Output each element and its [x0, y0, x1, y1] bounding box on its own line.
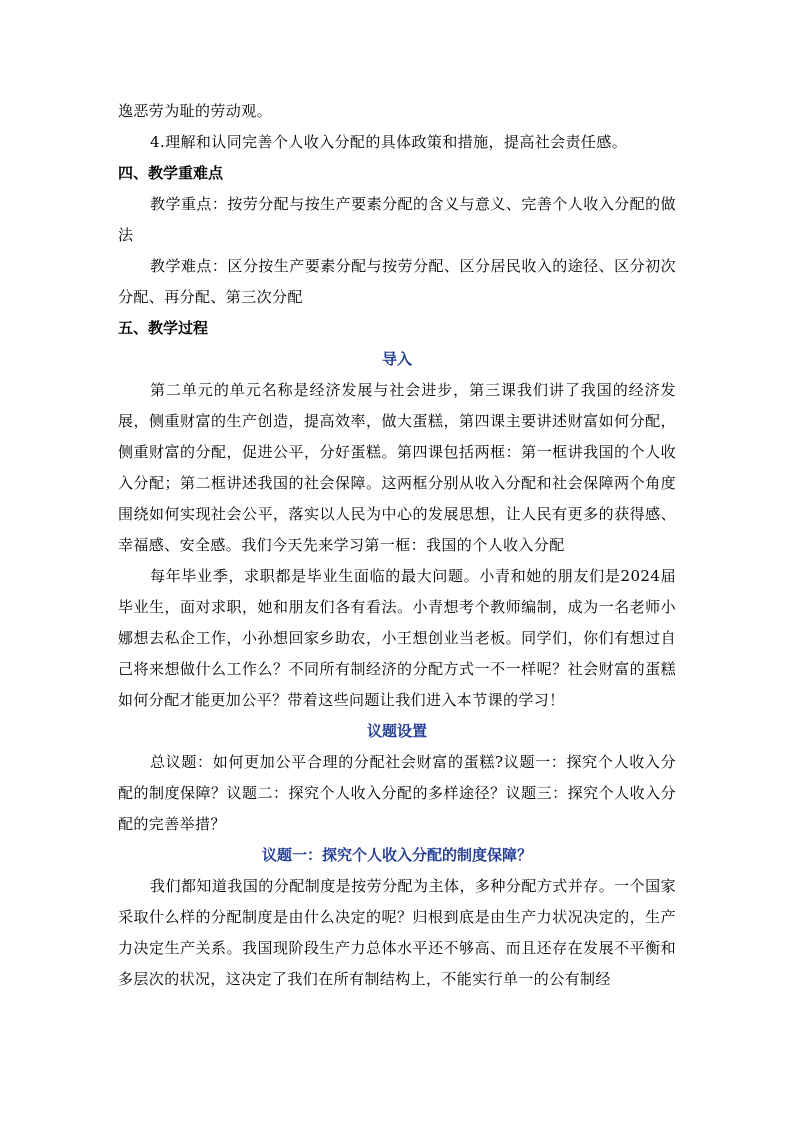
teaching-key-points: 教学重点：按劳分配与按生产要素分配的含义与意义、完善个人收入分配的做法 — [118, 195, 676, 244]
document-page — [118, 96, 676, 995]
topic-1-paragraph: 我们都知道我国的分配制度是按劳分配为主体，多种分配方式并存。一个国家采取什么样的分配制度是由什么决定的呢？归根到底是由生产力状况决定的，生产力决定生产关系。我国现阶段生产力总体水平还不够高、而且还存在发展不平衡和多层次的状况，这决定了我们在所有制结构上，不能实行单一的公有制经 — [118, 877, 676, 988]
continued-paragraph: 逸恶劳为耻的劳动观。 — [118, 102, 273, 120]
subtitle-topic-1: 议题一：探究个人收入分配的制度保障？ — [261, 846, 532, 864]
subtitle-topic-setup: 议题设置 — [366, 722, 427, 740]
objective-4: 4.理解和认同完善个人收入分配的具体政策和措施，提高社会责任感。 — [150, 133, 628, 151]
teaching-difficult-points: 教学难点：区分按生产要素分配与按劳分配、区分居民收入的途径、区分初次分配、再分配、第三次分配 — [118, 257, 676, 306]
subtitle-intro: 导入 — [381, 350, 412, 368]
topics-paragraph: 总议题：如何更加公平合理的分配社会财富的蛋糕?议题一：探究个人收入分配的制度保障？议题二：探究个人收入分配的多样途径？议题三：探究个人收入分配的完善举措？ — [118, 753, 676, 833]
intro-paragraph-1: 第二单元的单元名称是经济发展与社会进步，第三课我们讲了我国的经济发展，侧重财富的生产创造，提高效率，做大蛋糕，第四课主要讲述财富如何分配，侧重财富的分配，促进公平，分好蛋糕。第四课包括两框：第一框讲我国的个人收入分配；第二框讲述我国的社会保障。这两框分别从收入分配和社会保障两个角度围绕如何实现社会公平，落实以人民为中心的发展思想，让人民有更多的获得感、幸福感、安全感。我们今天先来学习第一框：我国的个人收入分配 — [118, 381, 676, 554]
section-heading-process: 五、教学过程 — [118, 319, 209, 337]
section-heading-key-difficult: 四、教学重难点 — [118, 164, 224, 182]
intro-paragraph-2: 每年毕业季，求职都是毕业生面临的最大问题。小青和她的朋友们是2024届毕业生，面对求职，她和朋友们各有看法。小青想考个教师编制，成为一名老师小娜想去私企工作，小孙想回家乡助农，小王想创业当老板。同学们，你们有想过自己将来想做什么工作么？不同所有制经济的分配方式一不一样呢？社会财富的蛋糕如何分配才能更加公平？带着这些问题让我们进入本节课的学习！ — [118, 567, 676, 709]
